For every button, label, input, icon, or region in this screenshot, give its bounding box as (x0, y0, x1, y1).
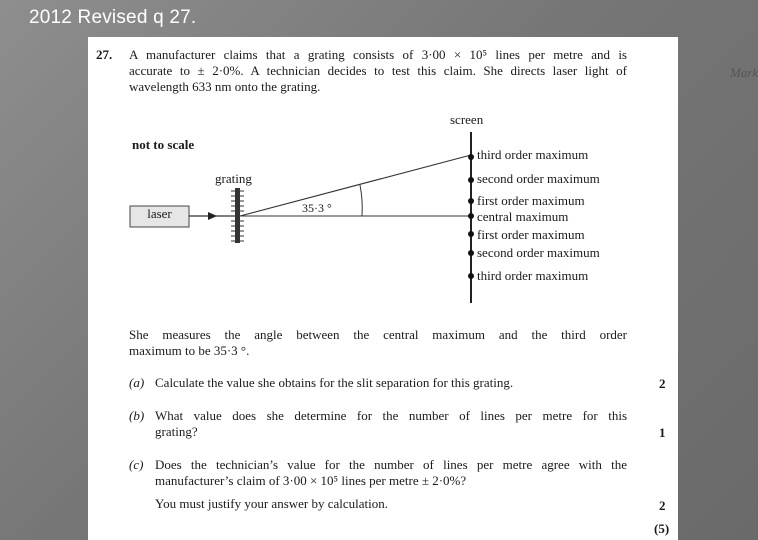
part-a-line-1: Calculate the value she obtains for the slit separation for this grating. (155, 375, 514, 390)
beam-arrow-icon (208, 212, 217, 220)
not-to-scale-note: not to scale (132, 137, 195, 152)
screen-label: screen (450, 112, 484, 127)
maximum-label-second-lower: second order maximum (477, 245, 600, 260)
maximum-label-first-upper: first order maximum (477, 193, 585, 208)
question-number: 27. (96, 47, 113, 62)
question-intro-line-1: A manufacturer claims that a grating consists of 3·00 × 10⁵ lines per metre and is (129, 47, 627, 62)
part-c-label: (c) (129, 457, 144, 472)
maximum-label-second-upper: second order maximum (477, 171, 600, 186)
maximum-label-third-upper: third order maximum (477, 147, 589, 162)
part-b-marks: 1 (659, 425, 666, 440)
diffraction-diagram (88, 37, 678, 540)
angle-arc (360, 185, 362, 216)
question-intro-line-2: accurate to ± 2·0%. A technician decides to test this claim. She directs laser light of (129, 63, 627, 78)
third-order-ray (240, 155, 471, 216)
part-b-line-2: grating? (155, 424, 198, 439)
part-b-label: (b) (129, 408, 145, 423)
total-marks: (5) (654, 521, 670, 536)
part-a-marks: 2 (659, 376, 666, 391)
maximum-label-third-lower: third order maximum (477, 268, 589, 283)
part-a-label: (a) (129, 375, 145, 390)
slide-title: 2012 Revised q 27. (29, 7, 197, 28)
angle-label: 35·3 ° (302, 201, 332, 215)
maximum-label-central: central maximum (477, 209, 569, 224)
measurement-line-1: She measures the angle between the central maximum and the third order (129, 327, 627, 342)
part-c-marks: 2 (659, 498, 666, 513)
question-intro-line-3: wavelength 633 nm onto the grating. (129, 79, 321, 94)
laser-label: laser (147, 206, 172, 221)
part-c-line-3: You must justify your answer by calculation. (155, 496, 389, 511)
marks-column-header: Mark (730, 65, 758, 80)
grating-label: grating (215, 171, 252, 186)
part-b-line-1: What value does she determine for the number of lines per metre for this (155, 408, 627, 423)
maximum-label-first-lower: first order maximum (477, 227, 585, 242)
measurement-line-2: maximum to be 35·3 °. (129, 343, 250, 358)
part-c-line-1: Does the technician’s value for the number of lines per metre agree with the (155, 457, 627, 472)
part-c-line-2: manufacturer’s claim of 3·00 × 10⁵ lines per metre ± 2·0%? (155, 473, 467, 488)
